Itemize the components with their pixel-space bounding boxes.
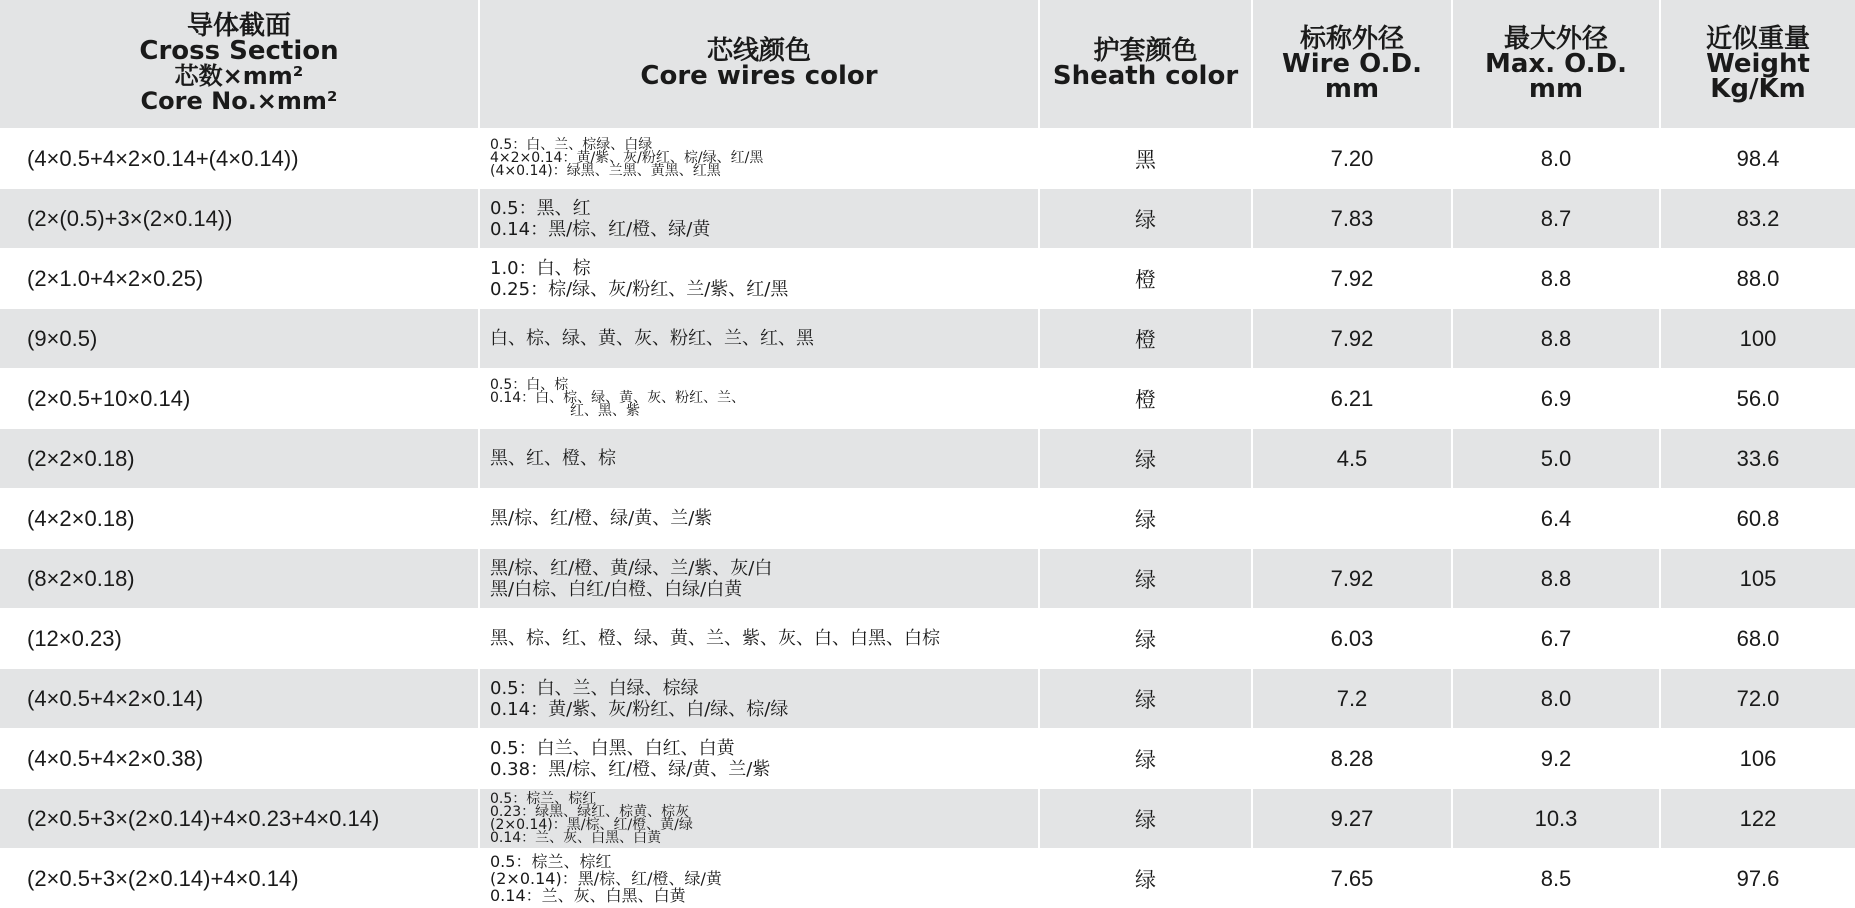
cell-core-colors [479, 489, 1039, 549]
core-color-line: 黑/白棕、白红/白橙、白绿/白黄 [490, 579, 1038, 600]
core-color-line: 0.14：黄/紫、灰/粉红、白/绿、棕/绿 [490, 699, 1038, 720]
core-color-line: 4×2×0.14：黄/紫、灰/粉红、棕/绿、红/黑 [490, 152, 1038, 165]
header-line: Max. O.D. [1453, 52, 1659, 77]
cell-weight: 97.6 [1660, 849, 1855, 908]
cell-max-od: 8.0 [1452, 129, 1660, 189]
cell-sheath-color: 绿 [1039, 489, 1252, 549]
cell-cross-section: (2×0.5+3×(2×0.14)+4×0.14) [0, 849, 479, 908]
header-line: 标称外径 [1253, 27, 1451, 52]
cell-weight: 106 [1660, 729, 1855, 789]
cell-wire-od: 7.92 [1252, 309, 1452, 369]
header-line: 芯线颜色 [480, 39, 1038, 64]
cell-weight: 98.4 [1660, 129, 1855, 189]
cell-wire-od: 4.5 [1252, 429, 1452, 489]
core-color-line: (2×0.14)：黑/棕、红/橙、绿/黄 [490, 870, 1038, 887]
cell-cross-section: (2×(0.5)+3×(2×0.14)) [0, 189, 479, 249]
cell-sheath-color: 橙 [1039, 369, 1252, 429]
core-color-line: 0.25：棕/绿、灰/粉红、兰/紫、红/黑 [490, 279, 1038, 300]
cell-weight: 68.0 [1660, 609, 1855, 669]
core-color-line: 黑、红、橙、棕 [490, 448, 1038, 470]
cell-sheath-color: 橙 [1039, 249, 1252, 309]
cell-wire-od [1252, 489, 1452, 549]
cell-core-colors [479, 549, 1039, 609]
core-color-line: 0.5：棕兰、棕红 [490, 853, 1038, 870]
table-header [0, 0, 1855, 129]
header-max-od [1452, 0, 1660, 129]
cell-cross-section: (9×0.5) [0, 309, 479, 369]
cell-max-od: 6.4 [1452, 489, 1660, 549]
cell-weight: 56.0 [1660, 369, 1855, 429]
cell-max-od: 10.3 [1452, 789, 1660, 849]
header-line: Weight [1661, 52, 1855, 77]
core-color-line: 0.5：白、兰、棕绿、白绿 [490, 139, 1038, 152]
cell-cross-section: (2×1.0+4×2×0.25) [0, 249, 479, 309]
cell-cross-section: (12×0.23) [0, 609, 479, 669]
cell-max-od: 5.0 [1452, 429, 1660, 489]
core-color-line: 红、黑、紫 [490, 405, 1038, 418]
cell-wire-od: 7.92 [1252, 249, 1452, 309]
cell-weight: 88.0 [1660, 249, 1855, 309]
cell-sheath-color: 黑 [1039, 129, 1252, 189]
header-line: Kg/Km [1661, 77, 1855, 102]
cell-weight: 83.2 [1660, 189, 1855, 249]
cell-core-colors [479, 609, 1039, 669]
header-sheath-color [1039, 0, 1252, 129]
cell-max-od: 8.8 [1452, 309, 1660, 369]
cell-cross-section: (8×2×0.18) [0, 549, 479, 609]
core-color-line: 0.5：黑、红 [490, 198, 1038, 219]
table-row [0, 789, 1855, 849]
cell-core-colors [479, 249, 1039, 309]
cell-max-od: 8.8 [1452, 249, 1660, 309]
cell-max-od: 6.7 [1452, 609, 1660, 669]
cell-wire-od: 7.65 [1252, 849, 1452, 908]
header-line: Wire O.D. [1253, 52, 1451, 77]
cell-sheath-color: 绿 [1039, 789, 1252, 849]
header-line: Core No.×mm² [0, 89, 478, 114]
core-color-line: 0.14：黑/棕、红/橙、绿/黄 [490, 219, 1038, 240]
cell-max-od: 8.5 [1452, 849, 1660, 908]
header-cross-section [0, 0, 479, 129]
cell-wire-od: 7.2 [1252, 669, 1452, 729]
cell-cross-section: (4×2×0.18) [0, 489, 479, 549]
table-body [0, 129, 1855, 908]
header-line: 最大外径 [1453, 27, 1659, 52]
core-color-line: 0.14：白、棕、绿、黄、灰、粉红、兰、 [490, 392, 1038, 405]
cell-cross-section: (4×0.5+4×2×0.14+(4×0.14)) [0, 129, 479, 189]
header-line: Sheath color [1040, 64, 1251, 89]
cell-core-colors [479, 849, 1039, 908]
cell-weight: 122 [1660, 789, 1855, 849]
core-color-line: 黑/棕、红/橙、黄/绿、兰/紫、灰/白 [490, 558, 1038, 579]
cell-core-colors [479, 189, 1039, 249]
core-color-line: (2×0.14)：黑/棕、红/橙、黄/绿 [490, 819, 1038, 832]
header-line: mm [1453, 77, 1659, 102]
cell-cross-section: (4×0.5+4×2×0.38) [0, 729, 479, 789]
core-color-line: 0.5：白、棕 [490, 379, 1038, 392]
cell-sheath-color: 橙 [1039, 309, 1252, 369]
cell-sheath-color: 绿 [1039, 189, 1252, 249]
table-row [0, 429, 1855, 489]
table-row [0, 549, 1855, 609]
table-row [0, 129, 1855, 189]
core-color-line: 黑、棕、红、橙、绿、黄、兰、紫、灰、白、白黑、白棕 [490, 628, 1038, 650]
table-row [0, 729, 1855, 789]
header-line: 近似重量 [1661, 27, 1855, 52]
cell-wire-od: 6.21 [1252, 369, 1452, 429]
cell-cross-section: (4×0.5+4×2×0.14) [0, 669, 479, 729]
cell-sheath-color: 绿 [1039, 729, 1252, 789]
table-row [0, 309, 1855, 369]
core-color-line: 0.5：白、兰、白绿、棕绿 [490, 678, 1038, 699]
cell-cross-section: (2×0.5+10×0.14) [0, 369, 479, 429]
cell-sheath-color: 绿 [1039, 849, 1252, 908]
cell-sheath-color: 绿 [1039, 549, 1252, 609]
cell-core-colors [479, 129, 1039, 189]
cell-weight: 33.6 [1660, 429, 1855, 489]
cell-wire-od: 7.20 [1252, 129, 1452, 189]
cell-max-od: 9.2 [1452, 729, 1660, 789]
table-row [0, 369, 1855, 429]
core-color-line: 0.14：兰、灰、白黑、白黄 [490, 887, 1038, 904]
cell-core-colors [479, 429, 1039, 489]
cell-weight: 72.0 [1660, 669, 1855, 729]
cell-max-od: 6.9 [1452, 369, 1660, 429]
table-row [0, 609, 1855, 669]
header-core-colors [479, 0, 1039, 129]
cell-wire-od: 6.03 [1252, 609, 1452, 669]
table-row [0, 489, 1855, 549]
header-wire-od [1252, 0, 1452, 129]
cell-max-od: 8.0 [1452, 669, 1660, 729]
header-weight [1660, 0, 1855, 129]
cell-core-colors [479, 309, 1039, 369]
cell-cross-section: (2×2×0.18) [0, 429, 479, 489]
core-color-line: 0.5：棕兰、棕红 [490, 793, 1038, 806]
cell-weight: 60.8 [1660, 489, 1855, 549]
cell-core-colors [479, 789, 1039, 849]
table-row [0, 849, 1855, 908]
core-color-line: 0.23：绿黑、绿红、棕黄、棕灰 [490, 806, 1038, 819]
header-line: Core wires color [480, 64, 1038, 89]
cell-max-od: 8.8 [1452, 549, 1660, 609]
cell-core-colors [479, 369, 1039, 429]
cell-core-colors [479, 669, 1039, 729]
header-line: mm [1253, 77, 1451, 102]
cell-sheath-color: 绿 [1039, 669, 1252, 729]
header-line: 导体截面 [0, 14, 478, 39]
cell-core-colors [479, 729, 1039, 789]
cell-sheath-color: 绿 [1039, 609, 1252, 669]
header-line: 芯数×mm² [0, 64, 478, 89]
cell-wire-od: 8.28 [1252, 729, 1452, 789]
cell-wire-od: 7.83 [1252, 189, 1452, 249]
cell-weight: 100 [1660, 309, 1855, 369]
cell-wire-od: 7.92 [1252, 549, 1452, 609]
core-color-line: 黑/棕、红/橙、绿/黄、兰/紫 [490, 508, 1038, 530]
cell-cross-section: (2×0.5+3×(2×0.14)+4×0.23+4×0.14) [0, 789, 479, 849]
core-color-line: 0.38：黑/棕、红/橙、绿/黄、兰/紫 [490, 759, 1038, 780]
table-row [0, 669, 1855, 729]
core-color-line: 0.5：白兰、白黑、白红、白黄 [490, 738, 1038, 759]
core-color-line: (4×0.14)：绿黑、兰黑、黄黑、红黑 [490, 165, 1038, 178]
core-color-line: 1.0：白、棕 [490, 258, 1038, 279]
table-row [0, 189, 1855, 249]
cell-wire-od: 9.27 [1252, 789, 1452, 849]
core-color-line: 0.14：兰、灰、白黑、白黄 [490, 832, 1038, 845]
table-row [0, 249, 1855, 309]
cell-max-od: 8.7 [1452, 189, 1660, 249]
header-line: 护套颜色 [1040, 39, 1251, 64]
cell-weight: 105 [1660, 549, 1855, 609]
core-color-line: 白、棕、绿、黄、灰、粉红、兰、红、黑 [490, 328, 1038, 350]
cell-sheath-color: 绿 [1039, 429, 1252, 489]
header-line: Cross Section [0, 39, 478, 64]
